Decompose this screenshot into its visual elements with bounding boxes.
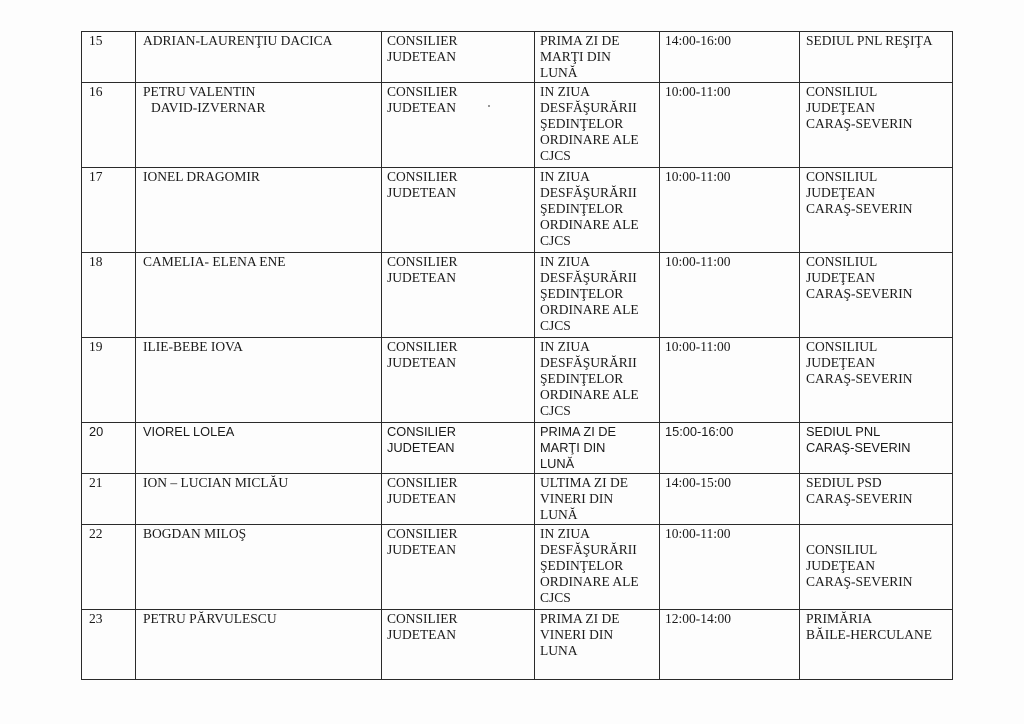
row-number: 23	[82, 610, 136, 680]
councillor-name: PETRU VALENTIN DAVID-IZVERNAR	[136, 83, 382, 168]
councillor-name: ADRIAN-LAURENŢIU DACICA	[136, 32, 382, 83]
councillor-role: CONSILIER JUDETEAN	[382, 168, 535, 253]
councillor-role: CONSILIER JUDETEAN	[382, 253, 535, 338]
councillor-role: CONSILIER JUDETEAN	[382, 474, 535, 525]
table-row	[82, 32, 953, 83]
audience-time: 14:00-15:00	[660, 474, 800, 525]
audience-location: SEDIUL PSD CARAŞ-SEVERIN	[800, 474, 953, 525]
audience-time: 10:00-11:00	[660, 168, 800, 253]
audience-day: PRIMA ZI DE MARŢI DIN LUNĂ	[535, 32, 660, 83]
audience-day: IN ZIUA DESFĂŞURĂRII ŞEDINŢELOR ORDINARE ALE CJCS	[535, 253, 660, 338]
councillor-name: ILIE-BEBE IOVA	[136, 338, 382, 423]
audience-location: CONSILIUL JUDEŢEAN CARAŞ-SEVERIN	[800, 253, 953, 338]
audience-location: SEDIUL PNL REŞIŢA	[800, 32, 953, 83]
councillor-name: PETRU PĂRVULESCU	[136, 610, 382, 680]
audience-location: PRIMĂRIA BĂILE-HERCULANE	[800, 610, 953, 680]
audience-day: IN ZIUA DESFĂŞURĂRII ŞEDINŢELOR ORDINARE ALE CJCS	[535, 338, 660, 423]
row-number: 22	[82, 525, 136, 610]
councillor-name: ION – LUCIAN MICLĂU	[136, 474, 382, 525]
audience-location: CONSILIUL JUDEŢEAN CARAŞ-SEVERIN	[800, 338, 953, 423]
audience-time: 10:00-11:00	[660, 338, 800, 423]
audience-location: CONSILIUL JUDEŢEAN CARAŞ-SEVERIN	[800, 525, 953, 610]
councillor-name: VIOREL LOLEA	[136, 423, 382, 474]
table-row	[82, 83, 953, 168]
audience-day: PRIMA ZI DE MARŢI DIN LUNĂ	[535, 423, 660, 474]
audience-time: 14:00-16:00	[660, 32, 800, 83]
audience-day: ULTIMA ZI DE VINERI DIN LUNĂ	[535, 474, 660, 525]
councillor-role: CONSILIER JUDETEAN	[382, 83, 535, 168]
row-number: 19	[82, 338, 136, 423]
table-row	[82, 253, 953, 338]
councillor-role: CONSILIER JUDETEAN	[382, 525, 535, 610]
table-row	[82, 423, 953, 474]
table-row	[82, 168, 953, 253]
row-number: 20	[82, 423, 136, 474]
audience-day: IN ZIUA DESFĂŞURĂRII ŞEDINŢELOR ORDINARE ALE CJCS	[535, 525, 660, 610]
row-number: 18	[82, 253, 136, 338]
councillor-name: IONEL DRAGOMIR	[136, 168, 382, 253]
audience-day: IN ZIUA DESFĂŞURĂRII ŞEDINŢELOR ORDINARE ALE CJCS	[535, 168, 660, 253]
councillor-role: CONSILIER JUDETEAN	[382, 338, 535, 423]
audience-day: PRIMA ZI DE VINERI DIN LUNA	[535, 610, 660, 680]
councillor-role: CONSILIER JUDETEAN	[382, 610, 535, 680]
councillor-role: CONSILIER JUDETEAN	[382, 32, 535, 83]
audience-day: IN ZIUA DESFĂŞURĂRII ŞEDINŢELOR ORDINARE ALE CJCS	[535, 83, 660, 168]
table-row	[82, 610, 953, 680]
row-number: 15	[82, 32, 136, 83]
row-number: 16	[82, 83, 136, 168]
audience-location: CONSILIUL JUDEŢEAN CARAŞ-SEVERIN	[800, 83, 953, 168]
table-row	[82, 338, 953, 423]
councillor-role: CONSILIER JUDETEAN	[382, 423, 535, 474]
audience-time: 10:00-11:00	[660, 525, 800, 610]
row-number: 17	[82, 168, 136, 253]
audience-time: 10:00-11:00	[660, 83, 800, 168]
audience-schedule-table	[81, 31, 953, 680]
audience-location: CONSILIUL JUDEŢEAN CARAŞ-SEVERIN	[800, 168, 953, 253]
councillor-name: CAMELIA- ELENA ENE	[136, 253, 382, 338]
audience-location: SEDIUL PNL CARAŞ-SEVERIN	[800, 423, 953, 474]
audience-time: 10:00-11:00	[660, 253, 800, 338]
table-row	[82, 525, 953, 610]
councillor-name: BOGDAN MILOŞ	[136, 525, 382, 610]
row-number: 21	[82, 474, 136, 525]
table-row	[82, 474, 953, 525]
audience-time: 12:00-14:00	[660, 610, 800, 680]
audience-time: 15:00-16:00	[660, 423, 800, 474]
